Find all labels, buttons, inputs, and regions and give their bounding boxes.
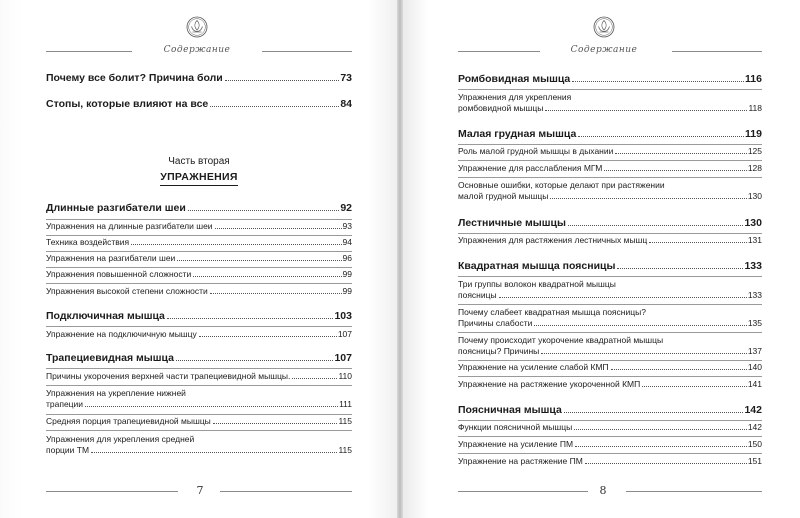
toc-item-title-line1: Упражнения на укрепление нижней (46, 388, 186, 398)
toc-item-title-line1: Почему слабеет квадратная мышца поясницы? (458, 307, 646, 317)
toc-item-multiline[interactable] (46, 434, 352, 456)
toc-entry[interactable] (46, 72, 352, 84)
leader-dots (578, 136, 744, 137)
item-divider (46, 251, 352, 252)
part-title: УПРАЖНЕНИЯ (160, 171, 238, 186)
toc-item-title-line1: Три группы волокон квадратной мышцы (458, 279, 616, 289)
book-spine (397, 0, 403, 518)
toc-item[interactable] (458, 422, 762, 433)
leader-dots (193, 276, 341, 277)
section-divider (458, 276, 762, 277)
page-number: 7 (196, 484, 204, 497)
toc-item[interactable] (458, 163, 762, 174)
toc-section[interactable] (458, 217, 762, 229)
leader-dots (85, 406, 338, 407)
page-header-title: Содержание (163, 45, 231, 55)
right-page (400, 0, 800, 518)
leader-dots (642, 386, 747, 387)
part-label: Часть вторая (168, 156, 230, 167)
toc-section[interactable] (458, 128, 762, 140)
toc-entry[interactable] (46, 98, 352, 110)
toc-item[interactable] (46, 237, 352, 248)
toc-item-multiline[interactable] (458, 307, 762, 329)
header-rule-left (46, 51, 132, 52)
toc-section-page: 103 (334, 310, 352, 322)
toc-item-page: 115 (338, 416, 352, 426)
toc-section-page: 107 (334, 352, 352, 364)
section-divider (458, 420, 762, 421)
toc-section-page: 92 (340, 202, 352, 214)
toc-section-title: Квадратная мышца поясницы (458, 260, 616, 272)
leader-dots (177, 260, 341, 261)
page-number: 8 (599, 484, 607, 497)
item-divider (46, 414, 352, 415)
toc-section[interactable] (46, 310, 352, 322)
leader-dots (176, 360, 334, 361)
toc-item-title: порции ТМ (46, 445, 90, 455)
section-divider (46, 368, 352, 369)
leader-dots (564, 412, 744, 413)
toc-item-title: Упражнения для растяжения лестничных мышц (458, 235, 648, 245)
toc-item-title: Техника воздействия (46, 237, 130, 247)
leader-dots (534, 325, 746, 326)
toc-entry-title: Почему все болит? Причина боли (46, 72, 223, 84)
leader-dots (188, 210, 339, 211)
toc-item-multiline[interactable] (458, 92, 762, 114)
toc-section-page: 142 (744, 404, 762, 416)
toc-item[interactable] (458, 439, 762, 450)
toc-item-page: 140 (747, 362, 762, 372)
toc-item-page: 110 (338, 371, 352, 381)
toc-item-page: 99 (342, 286, 352, 296)
leader-dots (611, 369, 747, 370)
section-divider (458, 144, 762, 145)
toc-item[interactable] (46, 286, 352, 297)
item-divider (46, 385, 352, 386)
toc-item-page: 94 (342, 237, 352, 247)
toc-section-page: 119 (745, 128, 762, 140)
toc-item[interactable] (458, 235, 762, 246)
toc-item-page: 137 (747, 346, 762, 356)
leader-dots (604, 170, 746, 171)
toc-item-title: Упражнения повышенной сложности (46, 269, 192, 279)
toc-section-page: 130 (744, 217, 762, 229)
leader-dots (91, 452, 337, 453)
toc-section[interactable] (458, 260, 762, 272)
item-divider (458, 453, 762, 454)
toc-entry-page: 73 (340, 72, 352, 84)
toc-item-page: 115 (338, 445, 352, 455)
toc-item-title: малой грудной мышцы (458, 191, 549, 201)
toc-item[interactable] (46, 329, 352, 340)
toc-item-line2 (46, 445, 352, 456)
toc-item-title: Упражнение на подключичную мышцу (46, 329, 197, 339)
toc-section[interactable] (46, 352, 352, 364)
item-divider (46, 283, 352, 284)
leader-dots (292, 378, 337, 379)
toc-item-page: 99 (342, 269, 352, 279)
toc-item-line2 (458, 103, 762, 114)
part-heading (46, 156, 352, 186)
toc-item[interactable] (46, 371, 352, 382)
toc-item-line2 (458, 346, 762, 357)
toc-item-multiline[interactable] (46, 388, 352, 410)
section-divider (458, 233, 762, 234)
footer-rule-right (220, 491, 352, 492)
toc-item-title-line1: Упражнения для укрепления (458, 92, 572, 102)
toc-item-multiline[interactable] (458, 335, 762, 357)
item-divider (458, 177, 762, 178)
toc-item-page: 133 (747, 290, 762, 300)
toc-item[interactable] (46, 253, 352, 264)
toc-item-title: Упражнение на растяжение ПМ (458, 456, 583, 466)
toc-item-line2 (458, 191, 762, 202)
toc-item[interactable] (46, 269, 352, 280)
toc-section[interactable] (458, 73, 762, 85)
section-divider (46, 219, 352, 220)
toc-item-page: 96 (342, 253, 352, 263)
leader-dots (575, 446, 747, 447)
leader-dots (585, 463, 747, 464)
item-divider (46, 235, 352, 236)
toc-item-title: Функции поясничной мышцы (458, 422, 573, 432)
item-divider (458, 304, 762, 305)
toc-item[interactable] (46, 221, 352, 232)
item-divider (458, 332, 762, 333)
item-divider (458, 376, 762, 377)
toc-item-page: 128 (747, 163, 762, 173)
toc-item-page: 125 (747, 146, 762, 156)
footer-rule-left (46, 491, 178, 492)
leader-dots (572, 81, 744, 82)
leader-dots (568, 225, 744, 226)
toc-item-page: 150 (747, 439, 762, 449)
header-rule-right (262, 51, 352, 52)
toc-item[interactable] (458, 379, 762, 390)
leader-dots (210, 106, 339, 107)
leader-dots (199, 336, 337, 337)
toc-section-title: Лестничные мышцы (458, 217, 566, 229)
toc-item-page: 135 (747, 318, 762, 328)
toc-entry-page: 84 (340, 98, 352, 110)
toc-item[interactable] (458, 362, 762, 373)
toc-item-page: 118 (748, 103, 762, 113)
leader-dots (541, 353, 747, 354)
toc-item-title: Причины укорочения верхней части трапециевидной мышцы. (46, 371, 291, 381)
toc-item-title-line1: Почему происходит укорочение квадратной мышцы (458, 335, 664, 345)
toc-item-page: 93 (342, 221, 352, 231)
toc-section[interactable] (458, 404, 762, 416)
toc-item-title-line1: Упражнения для укрепления средней (46, 434, 195, 444)
leader-dots (545, 110, 747, 111)
toc-item-page: 142 (747, 422, 762, 432)
toc-entry-title: Стопы, которые влияют на все (46, 98, 209, 110)
leader-dots (215, 228, 342, 229)
toc-section-title: Поясничная мышца (458, 404, 562, 416)
toc-section-page: 116 (745, 73, 762, 85)
toc-section-title: Трапециевидная мышца (46, 352, 174, 364)
footer-rule-left (458, 491, 588, 492)
toc-item-title: Упражнения высокой степени сложности (46, 286, 208, 296)
toc-section-page: 133 (744, 260, 762, 272)
item-divider (458, 360, 762, 361)
toc-section-title: Подключичная мышца (46, 310, 165, 322)
toc-item-title: Упражнения на разгибатели шеи (46, 253, 176, 263)
toc-section-title: Длинные разгибатели шеи (46, 202, 186, 214)
leader-dots (574, 429, 747, 430)
toc-item-title: поясницы? Причины (458, 346, 540, 356)
toc-item-multiline[interactable] (458, 279, 762, 301)
header-rule-right (672, 51, 762, 52)
toc-item[interactable] (46, 416, 352, 427)
toc-section-title: Ромбовидная мышца (458, 73, 571, 85)
toc-item[interactable] (458, 146, 762, 157)
toc-item-title: Упражнение на растяжение укороченной КМП (458, 379, 641, 389)
item-divider (46, 267, 352, 268)
toc-section[interactable] (46, 202, 352, 214)
section-divider (46, 326, 352, 327)
leader-dots (225, 80, 340, 81)
toc-item-title: Средняя порция трапециевидной мышцы (46, 416, 211, 426)
item-divider (46, 430, 352, 431)
page-header-title: Содержание (570, 45, 638, 55)
leader-dots (550, 198, 746, 199)
toc-item-page: 130 (747, 191, 762, 201)
toc-item-page: 131 (747, 235, 762, 245)
item-divider (458, 436, 762, 437)
toc-item-title: Роль малой грудной мышцы в дыхании (458, 146, 614, 156)
toc-item-page: 111 (339, 399, 352, 409)
leader-dots (615, 153, 746, 154)
toc-item-line2 (458, 318, 762, 329)
section-divider (458, 89, 762, 90)
toc-item-title: Причины слабости (458, 318, 533, 328)
toc-item-page: 107 (337, 329, 352, 339)
leader-dots (167, 318, 334, 319)
footer-rule-right (626, 491, 762, 492)
toc-item-title: трапеции (46, 399, 84, 409)
toc-item-title: Упражнения на длинные разгибатели шеи (46, 221, 213, 231)
lotus-ornament-icon (186, 16, 208, 38)
leader-dots (213, 423, 338, 424)
toc-item-title: Упражнение для расслабления МГМ (458, 163, 603, 173)
leader-dots (617, 268, 743, 269)
toc-item-line2 (458, 290, 762, 301)
item-divider (458, 160, 762, 161)
toc-item-title: Упражнение на усиление ПМ (458, 439, 574, 449)
toc-item-title: поясницы (458, 290, 497, 300)
toc-item-title: ромбовидной мышцы (458, 103, 544, 113)
toc-item-title-line1: Основные ошибки, которые делают при растяжении (458, 180, 665, 190)
toc-item-page: 151 (747, 456, 762, 466)
lotus-ornament-icon (593, 16, 615, 38)
leader-dots (649, 242, 747, 243)
leader-dots (499, 297, 747, 298)
toc-item-line2 (46, 399, 352, 410)
toc-item-page: 141 (747, 379, 762, 389)
toc-item-multiline[interactable] (458, 180, 762, 202)
leader-dots (131, 244, 341, 245)
toc-item[interactable] (458, 456, 762, 467)
header-rule-left (458, 51, 540, 52)
toc-item-title: Упражнение на усиление слабой КМП (458, 362, 609, 372)
toc-section-title: Малая грудная мышца (458, 128, 577, 140)
leader-dots (210, 293, 342, 294)
